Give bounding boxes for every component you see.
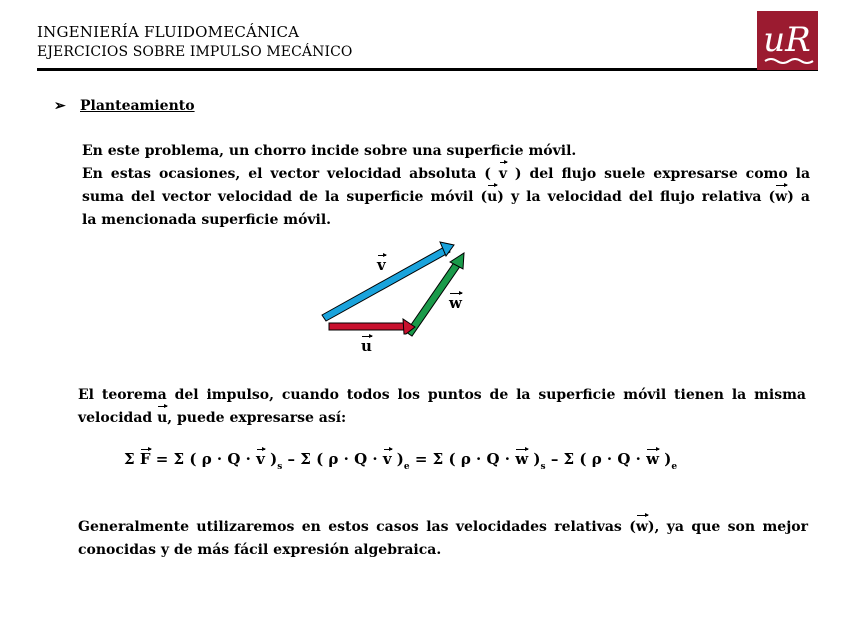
label-v: v xyxy=(377,256,386,274)
intro-line-3 xyxy=(82,186,810,209)
rho-q-term: ρ · Q · xyxy=(591,450,641,468)
sigma-symbol: Σ xyxy=(173,450,185,468)
conclusion-paragraph xyxy=(78,516,808,562)
sigma-symbol: Σ xyxy=(124,450,135,468)
sigma-symbol: Σ xyxy=(432,450,444,468)
label-u: u xyxy=(361,337,372,355)
subscript-e: e xyxy=(403,462,410,472)
header-subtitle: EJERCICIOS SOBRE IMPULSO MECÁNICO xyxy=(37,44,353,60)
vector-f-symbol: F xyxy=(139,450,151,468)
vector-v-symbol: v xyxy=(499,163,507,186)
theorem-line-1: El teorema del impulso, cuando todos los puntos de la superficie móvil tienen la misma xyxy=(78,387,806,403)
paren-open: ( xyxy=(189,450,197,468)
logo-text: uR xyxy=(763,20,811,60)
vector-w-symbol: w xyxy=(775,186,787,209)
conclusion-line-2: conocidas y de más fácil expresión algebraica. xyxy=(78,542,442,558)
vector-w-symbol: w xyxy=(515,450,529,468)
rho-q-term: ρ · Q · xyxy=(460,450,510,468)
paren-close: ) xyxy=(396,450,404,468)
intro-paragraph xyxy=(82,140,810,232)
subscript-s: s xyxy=(277,462,283,472)
velocity-triangle-svg xyxy=(310,238,490,368)
conclusion-text: Generalmente utilizaremos en estos casos las velocidades relativas ( xyxy=(78,519,636,535)
theorem-line-2 xyxy=(78,407,806,430)
subscript-s: s xyxy=(540,462,546,472)
intro-line-2 xyxy=(82,163,810,186)
velocity-triangle-diagram xyxy=(310,238,490,368)
vector-w-symbol: w xyxy=(646,450,660,468)
sigma-symbol: Σ xyxy=(300,450,311,468)
paren-open: ( xyxy=(448,450,456,468)
vector-v-symbol: v xyxy=(382,450,392,468)
label-w: w xyxy=(449,294,462,312)
theorem-paragraph xyxy=(78,384,806,430)
intro-line-1: En este problema, un chorro incide sobre una superficie móvil. xyxy=(82,143,577,159)
intro-text: En estas ocasiones, el vector velocidad absoluta ( xyxy=(82,166,491,182)
conclusion-line-1 xyxy=(78,516,808,539)
rho-q-term: ρ · Q · xyxy=(328,450,378,468)
vector-u-symbol: u xyxy=(157,407,167,430)
arrow-bullet-icon: ➢ xyxy=(54,98,66,114)
sigma-symbol: Σ xyxy=(563,450,575,468)
rho-q-term: ρ · Q · xyxy=(201,450,251,468)
vector-u-symbol: u xyxy=(487,186,497,209)
equals-symbol: = xyxy=(414,450,428,468)
paren-close: ) xyxy=(270,450,278,468)
theorem-text: velocidad xyxy=(78,410,153,426)
vector-v-arrow xyxy=(322,246,450,321)
paren-open: ( xyxy=(316,450,324,468)
impulse-formula xyxy=(124,450,677,472)
subscript-e: e xyxy=(671,462,678,472)
header-title: INGENIERÍA FLUIDOMECÁNICA xyxy=(37,23,300,41)
vector-v-symbol: v xyxy=(256,450,265,468)
university-logo xyxy=(757,11,818,70)
paren-open: ( xyxy=(579,450,587,468)
paren-close: ) xyxy=(533,450,541,468)
vector-w-symbol: w xyxy=(636,516,648,539)
section-title: Planteamiento xyxy=(80,98,195,114)
intro-text: ) a xyxy=(787,189,810,205)
theorem-text: , puede expresarse así: xyxy=(167,410,347,426)
intro-line-4: la mencionada superficie móvil. xyxy=(82,212,332,228)
intro-text: ) del flujo suele expresarse como la xyxy=(514,166,811,182)
intro-text: ) y la velocidad del flujo relativa ( xyxy=(497,189,776,205)
minus-symbol: – xyxy=(287,450,295,468)
section-heading xyxy=(54,98,195,114)
header-rule xyxy=(37,68,818,71)
equals-symbol: = xyxy=(155,450,169,468)
minus-symbol: – xyxy=(550,450,559,468)
conclusion-text: ), ya que son mejor xyxy=(647,519,808,535)
paren-close: ) xyxy=(664,450,672,468)
intro-text: suma del vector velocidad de la superficie móvil ( xyxy=(82,189,488,205)
vector-u-arrow xyxy=(329,323,405,330)
